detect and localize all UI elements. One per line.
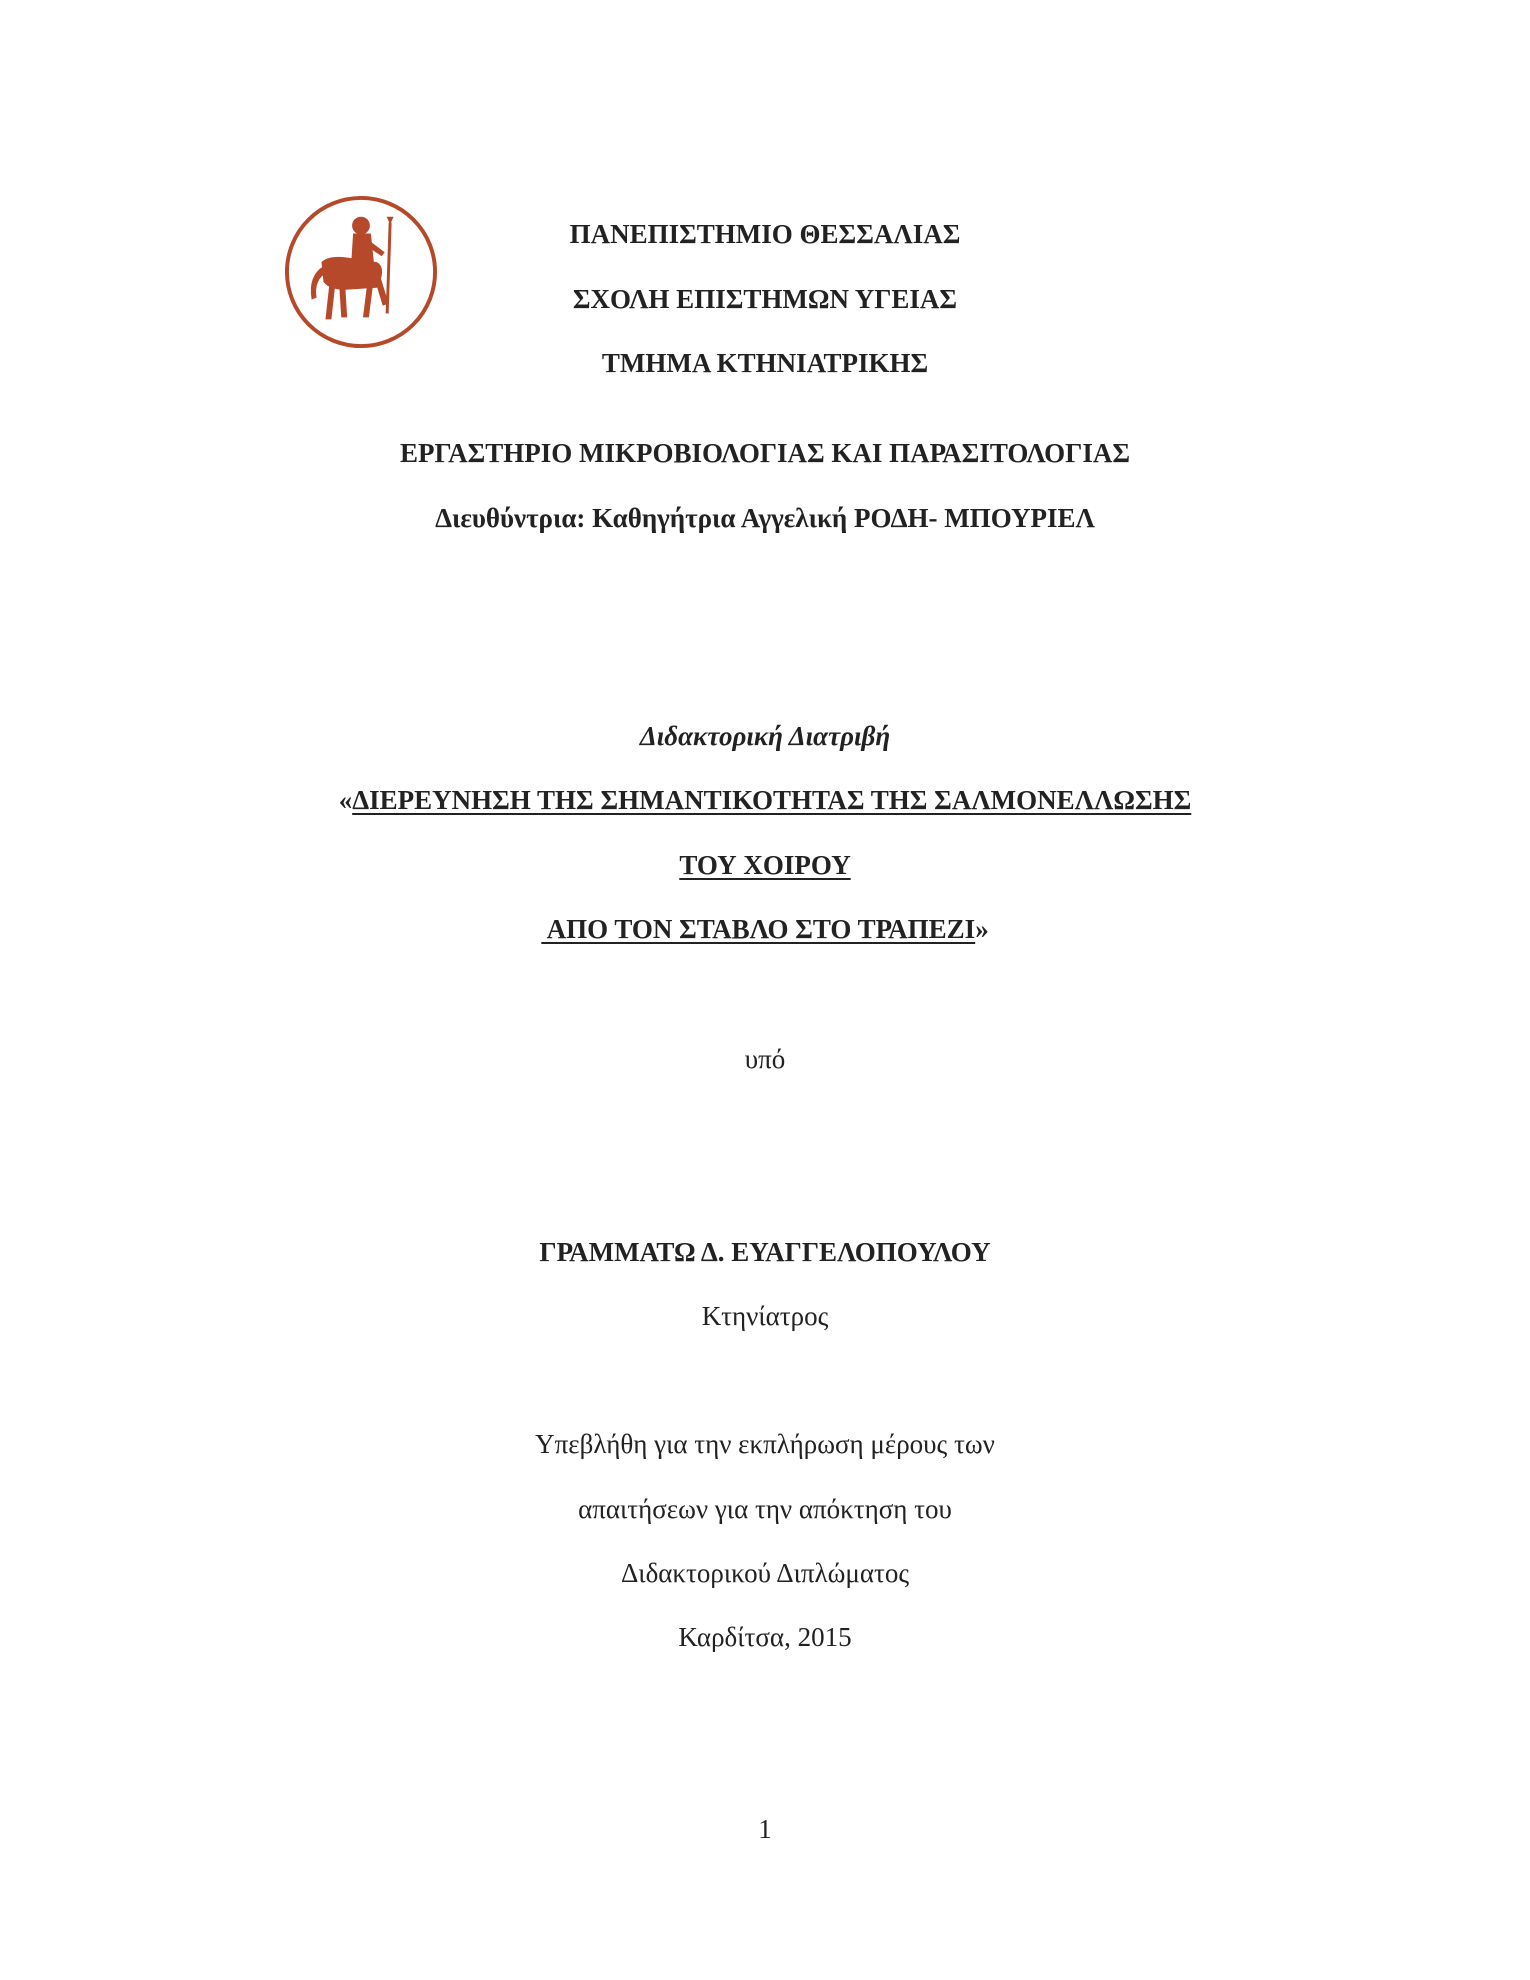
place-and-date: Καρδίτσα, 2015 [678,1622,852,1652]
quote-close: » [975,914,989,944]
thesis-title-line-1 [0,782,1530,818]
author-name: ΓΡΑΜΜΑΤΩ Δ. ΕΥΑΓΓΕΛΟΠΟΥΛΟΥ [539,1237,991,1267]
by-label: υπό [744,1044,786,1074]
title-text-3: ΑΠΟ ΤΟΝ ΣΤΑΒΛΟ ΣΤΟ ΤΡΑΠΕΖΙ [541,914,976,944]
submission-line-3: Διδακτορικού Διπλώματος [620,1558,910,1588]
submission-line-2: απαιτήσεων για την απόκτηση του [578,1494,952,1524]
thesis-title-line-2 [0,847,1530,883]
university-name: ΠΑΝΕΠΙΣΤΗΜΙΟ ΘΕΣΣΑΛΙΑΣ [569,219,961,249]
title-text-1: ΔΙΕΡΕΥΝΗΣΗ ΤΗΣ ΣΗΜΑΝΤΙΚΟΤΗΤΑΣ ΤΗΣ ΣΑΛΜΟΝΕΛΛΩΣΗΣ [352,785,1192,815]
department-name: ΤΜΗΜΑ ΚΤΗΝΙΑΤΡΙΚΗΣ [601,348,929,378]
laboratory-name: ΕΡΓΑΣΤΗΡΙΟ ΜΙΚΡΟΒΙΟΛΟΓΙΑΣ ΚΑΙ ΠΑΡΑΣΙΤΟΛΟΓΙΑΣ [399,438,1131,468]
submission-line-1: Υπεβλήθη για την εκπλήρωση μέρους των [535,1429,995,1459]
author-profession: Κτηνίατρος [701,1301,829,1331]
director-line: Διευθύντρια: Καθηγήτρια Αγγελική ΡΟΔΗ- ΜΠΟΥΡΙΕΛ [435,503,1095,533]
page-number: 1 [758,1814,772,1844]
school-name: ΣΧΟΛΗ ΕΠΙΣΤΗΜΩΝ ΥΓΕΙΑΣ [572,284,958,314]
thesis-type: Διδακτορική Διατριβή [639,721,891,751]
title-text-2: ΤΟΥ ΧΟΙΡΟΥ [679,850,851,880]
quote-open: « [338,785,353,815]
thesis-title-line-3 [0,911,1530,947]
